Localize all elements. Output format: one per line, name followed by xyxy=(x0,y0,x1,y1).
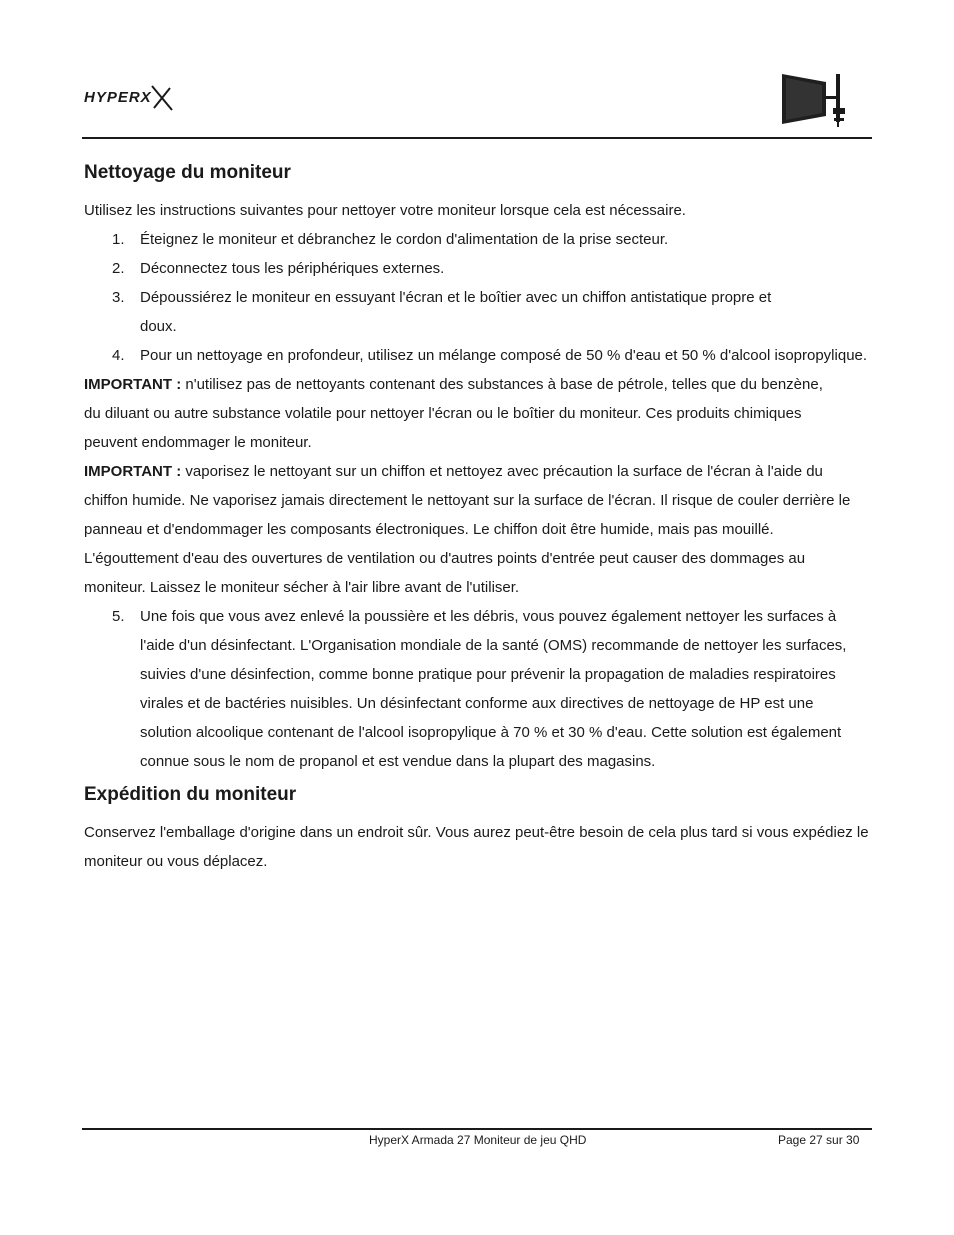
list-item: 5. Une fois que vous avez enlevé la poussière et les débris, vous pouvez également nettoyer les surfaces à l'aide d'un désinfectant. L'Organisation mondiale de la santé (OMS) recommande de nettoyer les surfaces, suivies d'une désinfection, comme bonne pratique pour prévenir la propagation de maladies respiratoires virales et de bactéries nuisibles. Un désinfectant conforme aux directives de nettoyage de HP est une solution alcoolique contenant de l'alcool isopropylique à 70 % et 30 % d'eau. Cette solution est également connue sous le nom de propanol et est vendue dans la plupart des magasins. xyxy=(112,608,847,770)
logo-text: HYPERX xyxy=(84,89,152,106)
important-label: IMPORTANT : xyxy=(84,376,182,393)
hyperx-logo xyxy=(82,80,182,114)
page-content xyxy=(84,158,870,876)
page-header xyxy=(82,66,872,138)
list-item: 2. Déconnectez tous les périphériques externes. xyxy=(112,260,445,277)
important-note-2: IMPORTANT : vaporisez le nettoyant sur un chiffon et nettoyez avec précaution la surface de l'écran à l'aide du chiffon humide. Ne vaporisez jamais directement le nettoyant sur la surface de l'écran. Il risque de couler derrière le panneau et d'endommager les composants électroniques. Le chiffon doit être humide, mais pas mouillé. L'égouttement d'eau des ouvertures de ventilation ou d'autres points d'entrée peut causer des dommages au moniteur. Laissez le moniteur sécher à l'air libre avant de l'utiliser. xyxy=(84,463,851,596)
footer-divider xyxy=(82,1128,872,1130)
footer-page-number: Page 27 sur 30 xyxy=(778,1133,860,1147)
footer-product-title: HyperX Armada 27 Moniteur de jeu QHD xyxy=(369,1133,587,1147)
important-note-1: IMPORTANT : n'utilisez pas de nettoyants contenant des substances à base de pétrole, telles que du benzène, du diluant ou autre substance volatile pour nettoyer l'écran ou le boîtier du moniteur. Ces produits chimiques peuvent endommager le moniteur. xyxy=(84,376,823,451)
cleaning-steps-cont xyxy=(84,602,870,776)
list-item: 3. Dépoussiérez le moniteur en essuyant l'écran et le boîtier avec un chiffon antistatique propre et doux. xyxy=(112,289,772,335)
important-label: IMPORTANT : xyxy=(84,463,182,480)
monitor-arm-icon xyxy=(778,70,852,128)
section-heading-shipping: Expédition du moniteur xyxy=(84,784,297,805)
list-item: 1. Éteignez le moniteur et débranchez le cordon d'alimentation de la prise secteur. xyxy=(112,231,669,248)
shipping-text: Conservez l'emballage d'origine dans un endroit sûr. Vous aurez peut-être besoin de cela plus tard si vous expédiez le moniteur ou vous déplacez. xyxy=(84,824,869,870)
list-item: 4. Pour un nettoyage en profondeur, utilisez un mélange composé de 50 % d'eau et 50 % d'alcool isopropylique. xyxy=(112,347,868,364)
section-heading-cleaning: Nettoyage du moniteur xyxy=(84,162,291,183)
cleaning-intro: Utilisez les instructions suivantes pour nettoyer votre moniteur lorsque cela est nécessaire. xyxy=(84,202,686,219)
cleaning-steps xyxy=(84,225,870,370)
header-divider xyxy=(82,137,872,139)
